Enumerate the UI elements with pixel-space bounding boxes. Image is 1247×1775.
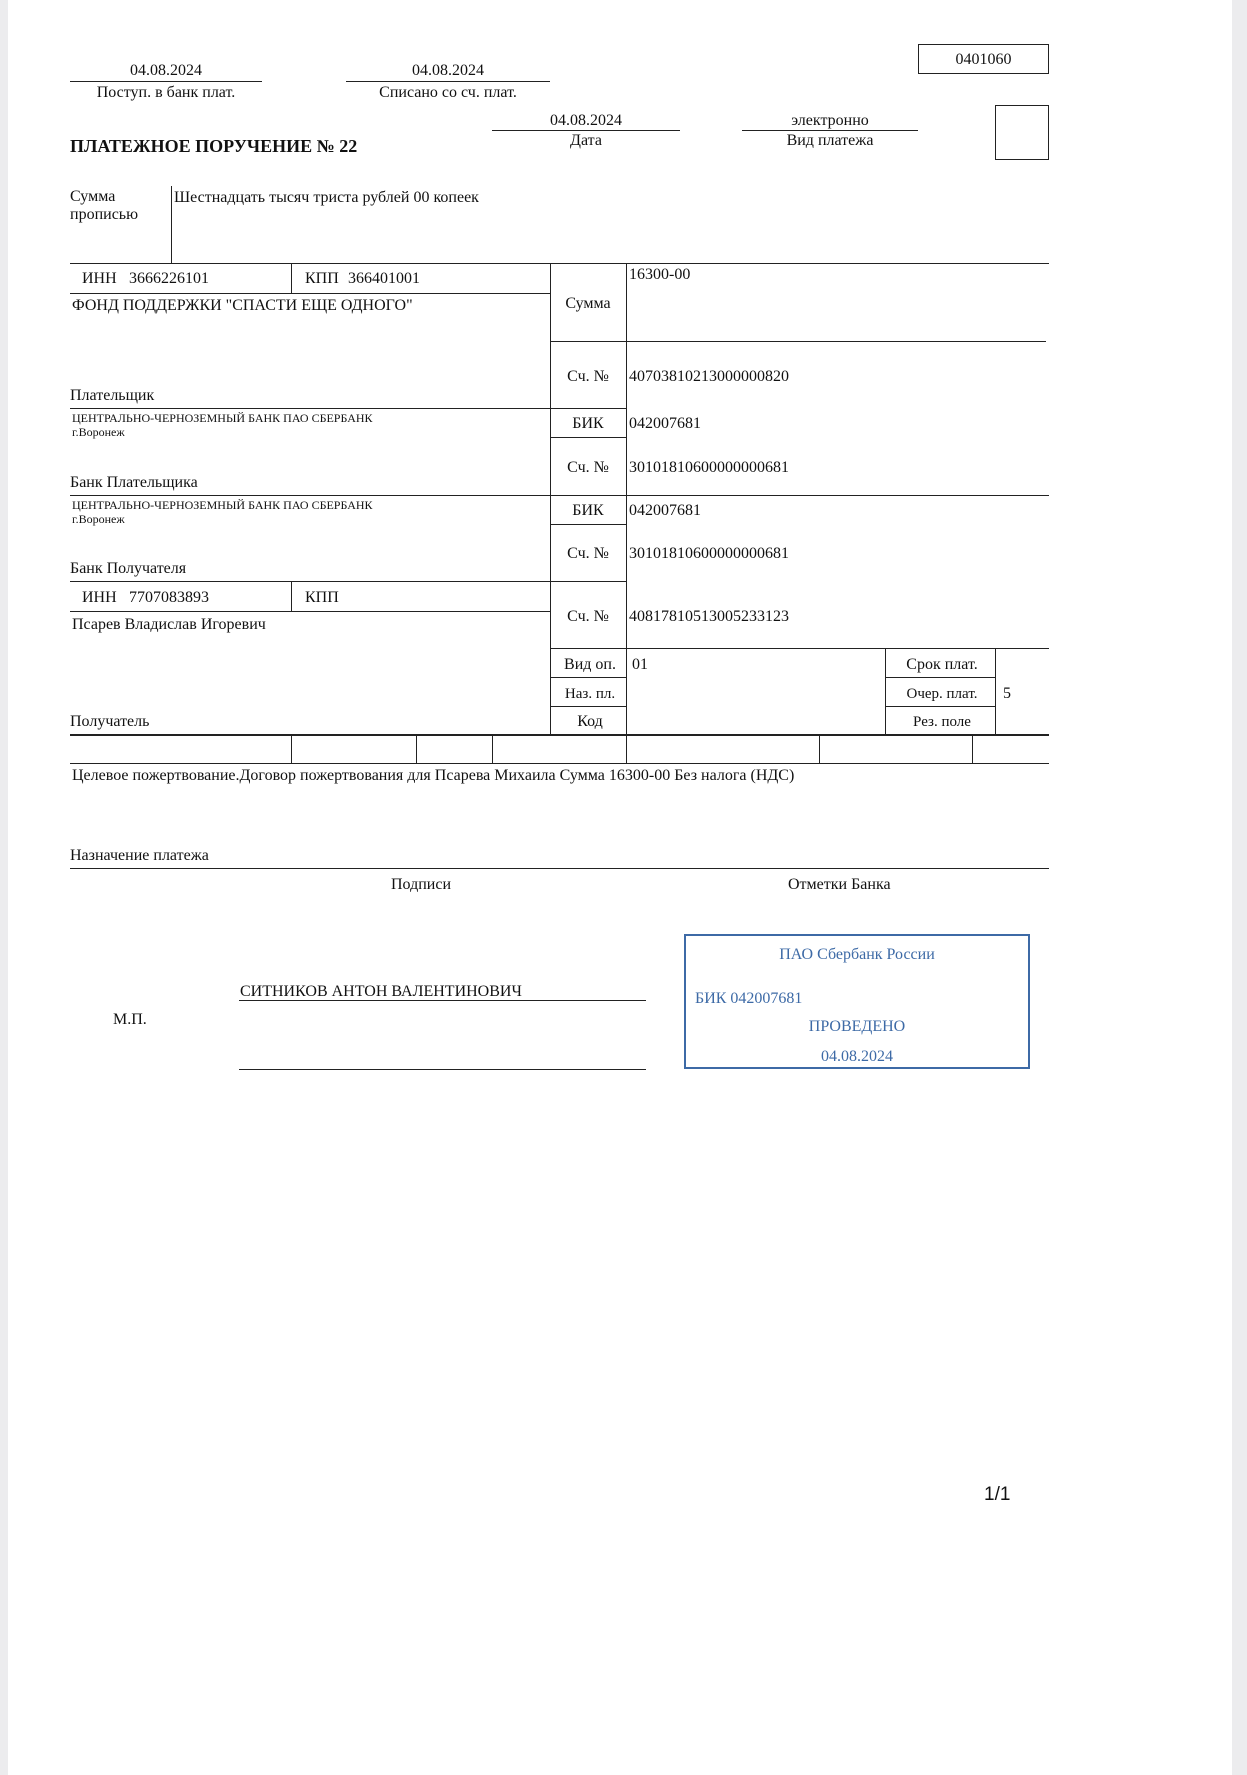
- amount-label: Сумма: [565, 295, 611, 312]
- payer-account-label: Сч. №: [567, 368, 609, 385]
- payer-bank-bik: 042007681: [629, 415, 701, 432]
- stamp-bik: БИК 042007681: [695, 990, 803, 1007]
- reserve-field-label: Рез. поле: [913, 714, 971, 730]
- payee-bank-label: Банк Получателя: [70, 560, 187, 577]
- divider: [550, 706, 626, 707]
- payer-bank-bik-label: БИК: [572, 415, 604, 432]
- signatures-label: Подписи: [391, 876, 452, 893]
- divider: [492, 734, 493, 763]
- divider: [70, 734, 1049, 736]
- payment-purpose-label: Назначение платежа: [70, 847, 209, 864]
- divider: [70, 495, 1049, 496]
- divider: [291, 734, 292, 763]
- stamp-status: ПРОВЕДЕНО: [808, 1018, 906, 1035]
- document-page: [8, 0, 1232, 1775]
- payer-bank-account-label: Сч. №: [567, 459, 609, 476]
- doc-date: 04.08.2024: [550, 112, 622, 129]
- stamp-date: 04.08.2024: [821, 1048, 893, 1065]
- date-received-label: Поступ. в банк плат.: [96, 84, 236, 101]
- payer-inn: 3666226101: [129, 270, 209, 287]
- divider: [550, 648, 1049, 649]
- doc-date-label: Дата: [570, 132, 602, 149]
- divider: [70, 581, 626, 582]
- page-number: 1/1: [984, 1484, 1011, 1505]
- signature-line: [239, 1069, 646, 1070]
- payer-bank-label: Банк Плательщика: [70, 474, 198, 491]
- payer-label: Плательщик: [70, 387, 155, 404]
- signature-line: [239, 1000, 646, 1001]
- divider: [346, 81, 550, 82]
- divider: [291, 581, 292, 611]
- amount-words: Шестнадцать тысяч триста рублей 00 копеек: [174, 189, 479, 206]
- divider: [550, 341, 1046, 342]
- date-debited: 04.08.2024: [412, 62, 484, 79]
- amount-value: 16300-00: [629, 266, 691, 283]
- payee-bank-account: 30101810600000000681: [629, 545, 789, 562]
- amount-words-label: Сумма: [70, 188, 116, 205]
- divider: [171, 186, 172, 263]
- payer-kpp-label: КПП: [305, 270, 339, 287]
- date-received: 04.08.2024: [130, 62, 202, 79]
- document-title: ПЛАТЕЖНОЕ ПОРУЧЕНИЕ № 22: [70, 136, 358, 156]
- form-code: 0401060: [955, 51, 1012, 68]
- payment-type: электронно: [791, 112, 869, 129]
- amount-words-label: прописью: [70, 206, 139, 223]
- form-code-box: [918, 44, 1049, 74]
- divider: [291, 263, 292, 293]
- divider: [70, 763, 1049, 764]
- payee-bank-account-label: Сч. №: [567, 545, 609, 562]
- op-type-label: Вид оп.: [564, 656, 616, 673]
- divider: [70, 408, 626, 409]
- payment-type-label: Вид платежа: [786, 132, 874, 149]
- divider: [492, 130, 680, 131]
- priority-value: 5: [1003, 685, 1011, 702]
- divider: [626, 734, 627, 763]
- payer-bank-account: 30101810600000000681: [629, 459, 789, 476]
- payment-purpose: Целевое пожертвование.Договор пожертвования для Псарева Михаила Сумма 16300-00 Без налога (НДС): [72, 767, 795, 784]
- priority-label: Очер. плат.: [906, 686, 978, 702]
- divider: [885, 677, 995, 678]
- divider: [550, 677, 626, 678]
- purpose-code-label: Наз. пл.: [564, 686, 616, 702]
- payee-account-label: Сч. №: [567, 608, 609, 625]
- divider: [972, 734, 973, 763]
- payee-bank-city: г.Воронеж: [72, 512, 125, 526]
- payee-bank-bik: 042007681: [629, 502, 701, 519]
- payer-kpp: 366401001: [348, 270, 420, 287]
- payee-label: Получатель: [70, 713, 150, 730]
- code-label: Код: [577, 713, 603, 730]
- payee-bank-name: ЦЕНТРАЛЬНО-ЧЕРНОЗЕМНЫЙ БАНК ПАО СБЕРБАНК: [72, 498, 373, 512]
- divider: [416, 734, 417, 763]
- payee-account: 40817810513005233123: [629, 608, 789, 625]
- empty-box: [995, 105, 1049, 160]
- payer-account: 40703810213000000820: [629, 368, 789, 385]
- divider: [742, 130, 918, 131]
- payee-inn-label: ИНН: [82, 589, 117, 606]
- bank-marks-label: Отметки Банка: [788, 876, 891, 893]
- mp-label: М.П.: [113, 1011, 147, 1028]
- date-debited-label: Списано со сч. плат.: [379, 84, 517, 101]
- payer-bank-city: г.Воронеж: [72, 425, 125, 439]
- payer-name: ФОНД ПОДДЕРЖКИ "СПАСТИ ЕЩЕ ОДНОГО": [72, 297, 413, 314]
- divider: [550, 524, 626, 525]
- due-date-label: Срок плат.: [906, 656, 978, 673]
- payee-inn: 7707083893: [129, 589, 209, 606]
- divider: [885, 706, 995, 707]
- signer-name: СИТНИКОВ АНТОН ВАЛЕНТИНОВИЧ: [240, 983, 522, 1000]
- divider: [819, 734, 820, 763]
- divider: [550, 437, 626, 438]
- op-type: 01: [632, 656, 648, 673]
- payer-inn-label: ИНН: [82, 270, 117, 287]
- divider: [70, 868, 1049, 869]
- divider: [70, 293, 550, 294]
- bank-stamp: [684, 934, 1030, 1069]
- divider: [70, 263, 1049, 264]
- payer-bank-name: ЦЕНТРАЛЬНО-ЧЕРНОЗЕМНЫЙ БАНК ПАО СБЕРБАНК: [72, 411, 373, 425]
- divider: [70, 611, 550, 612]
- divider: [70, 81, 262, 82]
- stamp-bank-name: ПАО Сбербанк России: [779, 946, 935, 963]
- payee-bank-bik-label: БИК: [572, 502, 604, 519]
- payee-name: Псарев Владислав Игоревич: [72, 616, 266, 633]
- payee-kpp-label: КПП: [305, 589, 339, 606]
